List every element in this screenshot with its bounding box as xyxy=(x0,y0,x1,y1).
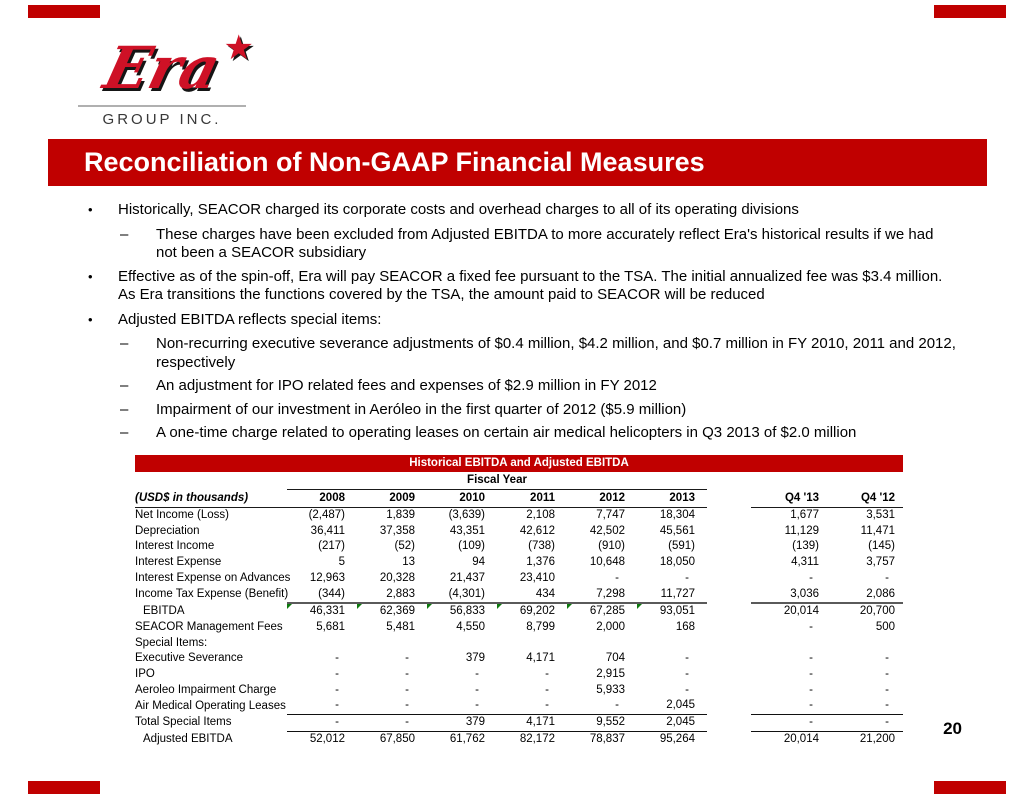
corner-mark-bottom-right xyxy=(934,781,1006,794)
column-gap xyxy=(707,667,751,683)
value-cell: 704 xyxy=(605,652,625,665)
slide-title-banner xyxy=(48,139,987,186)
value-cell: 42,502 xyxy=(589,524,625,537)
value-cell: 13 xyxy=(402,556,415,569)
table-row xyxy=(135,620,903,636)
table-row xyxy=(135,698,903,714)
value-cell: 379 xyxy=(427,715,497,732)
logo-divider xyxy=(78,105,246,107)
value-cell: 500 xyxy=(875,620,895,633)
financial-table-section xyxy=(135,455,903,748)
value-cell: 4,550 xyxy=(456,620,485,633)
value-cell: - xyxy=(545,683,549,696)
value-cell: - xyxy=(287,715,357,732)
value-cell: 93,051 xyxy=(637,603,707,620)
value-cell xyxy=(287,636,357,652)
value-cell: 18,304 xyxy=(659,509,695,521)
value-cell: 82,172 xyxy=(519,732,555,745)
value-cell: 23,410 xyxy=(519,571,555,584)
value-cell: 168 xyxy=(675,620,695,633)
table-row xyxy=(135,715,903,732)
bullet-item xyxy=(88,268,968,305)
col-header-2010: 2010 xyxy=(427,490,497,508)
value-cell: 37,358 xyxy=(379,524,415,537)
row-label: Net Income (Loss) xyxy=(135,509,229,521)
bullet-marker: • xyxy=(88,202,93,217)
value-cell: 10,648 xyxy=(589,556,625,569)
value-cell: 5,481 xyxy=(386,620,415,633)
value-cell: (217) xyxy=(318,540,345,553)
column-gap xyxy=(707,587,751,604)
column-gap xyxy=(707,555,751,571)
value-cell: 1,376 xyxy=(526,556,555,569)
row-label: Air Medical Operating Leases xyxy=(135,699,286,712)
value-cell: - xyxy=(357,698,427,714)
value-cell: 2,045 xyxy=(637,715,707,732)
column-gap xyxy=(707,636,751,652)
value-cell: 2,045 xyxy=(637,698,707,714)
value-cell: 3,531 xyxy=(866,509,895,521)
spacer-cell xyxy=(751,472,903,490)
value-cell: (3,639) xyxy=(448,509,485,521)
value-cell: 9,552 xyxy=(567,715,637,732)
unit-label: (USD$ in thousands) xyxy=(135,490,287,508)
bullet-item xyxy=(88,311,968,330)
value-cell: 43,351 xyxy=(449,524,485,537)
value-cell: 45,561 xyxy=(659,524,695,537)
value-cell: - xyxy=(885,683,889,696)
value-cell: 69,202 xyxy=(497,603,567,620)
value-cell: 8,799 xyxy=(526,620,555,633)
corner-mark-top-left xyxy=(28,5,100,18)
value-cell: 11,129 xyxy=(784,524,819,537)
value-cell: 5,681 xyxy=(316,620,345,633)
value-cell: 5 xyxy=(338,556,345,569)
value-cell: - xyxy=(475,683,479,696)
bullet-text: A one-time charge related to operating leases on certain air medical helicopters in Q3 2013 of $2.0 million xyxy=(156,424,857,441)
fiscal-year-row xyxy=(135,472,903,490)
value-cell: (2,487) xyxy=(308,509,345,521)
value-cell: - xyxy=(751,698,827,714)
value-cell: 61,762 xyxy=(449,732,485,745)
row-label: SEACOR Management Fees xyxy=(135,620,283,633)
value-cell xyxy=(497,636,567,652)
row-label: Special Items: xyxy=(135,636,208,649)
value-cell: - xyxy=(885,652,889,665)
table-row xyxy=(135,587,903,604)
column-gap xyxy=(707,651,751,667)
bullet-text: Non-recurring executive severance adjustments of $0.4 million, $4.2 million, and $0.7 million in FY 2010, 2011 and 2012, respectively xyxy=(156,335,956,371)
value-cell: 56,833 xyxy=(427,603,497,620)
bullet-marker: – xyxy=(120,400,129,418)
value-cell: 20,328 xyxy=(379,571,415,584)
value-cell: - xyxy=(567,698,637,714)
row-label: Depreciation xyxy=(135,524,200,537)
value-cell: 1,839 xyxy=(386,509,415,521)
value-cell xyxy=(567,636,637,652)
value-cell: 21,200 xyxy=(859,732,895,745)
value-cell: (344) xyxy=(287,587,357,604)
bullet-item xyxy=(88,201,968,220)
row-label: Interest Expense xyxy=(135,556,222,569)
value-cell: 67,285 xyxy=(567,603,637,620)
value-cell: 2,915 xyxy=(596,668,625,681)
value-cell: 2,000 xyxy=(596,620,625,633)
value-cell: - xyxy=(685,571,689,584)
value-cell: (145) xyxy=(868,540,895,553)
ebitda-table xyxy=(135,472,903,748)
table-row xyxy=(135,508,903,524)
value-cell: 2,108 xyxy=(526,509,555,521)
bullet-text: Effective as of the spin-off, Era will pay SEACOR a fixed fee pursuant to the TSA. The initial annualized fee was $3.4 million. As Era transitions the functions covered by the TSA, the amount paid to SEACOR will be reduced xyxy=(118,267,943,303)
row-label: Interest Income xyxy=(135,540,215,553)
column-gap xyxy=(707,731,751,747)
sub-bullet-item xyxy=(120,226,968,263)
column-gap xyxy=(707,715,751,732)
column-gap xyxy=(707,524,751,540)
table-row xyxy=(135,651,903,667)
row-label: Executive Severance xyxy=(135,652,244,665)
value-cell: - xyxy=(335,652,339,665)
row-label: IPO xyxy=(135,668,155,681)
value-cell: - xyxy=(335,683,339,696)
col-header-2008: 2008 xyxy=(287,490,357,508)
value-cell: 3,036 xyxy=(751,587,827,604)
value-cell: (910) xyxy=(598,540,625,553)
slide-title: Reconciliation of Non-GAAP Financial Measures xyxy=(84,147,705,177)
table-row xyxy=(135,683,903,699)
fiscal-year-header: Fiscal Year xyxy=(287,472,707,490)
value-cell: 2,883 xyxy=(357,587,427,604)
row-label: EBITDA xyxy=(143,604,185,617)
value-cell: 67,850 xyxy=(379,732,415,745)
value-cell: - xyxy=(809,668,813,681)
value-cell: 4,171 xyxy=(497,715,567,732)
value-cell: (139) xyxy=(792,540,819,553)
value-cell: 78,837 xyxy=(589,732,625,745)
bullet-list xyxy=(88,196,968,448)
bullet-text: An adjustment for IPO related fees and expenses of $2.9 million in FY 2012 xyxy=(156,377,657,394)
value-cell: 20,700 xyxy=(859,605,895,618)
value-cell: 11,471 xyxy=(860,524,895,537)
corner-mark-bottom-left xyxy=(28,781,100,794)
era-wordmark: Era xyxy=(97,34,227,102)
col-header-2012: 2012 xyxy=(567,490,637,508)
logo-subtitle: GROUP INC. xyxy=(102,111,222,128)
col-header-2013: 2013 xyxy=(637,490,707,508)
value-cell: (52) xyxy=(394,540,415,553)
value-cell: 4,311 xyxy=(791,556,819,569)
value-cell: - xyxy=(545,668,549,681)
value-cell: - xyxy=(405,683,409,696)
value-cell: - xyxy=(685,683,689,696)
star-icon: ★ xyxy=(223,29,254,67)
value-cell: 3,757 xyxy=(866,556,895,569)
value-cell: - xyxy=(809,683,813,696)
bullet-text: Historically, SEACOR charged its corporate costs and overhead charges to all of its operating divisions xyxy=(118,201,799,218)
value-cell: - xyxy=(685,652,689,665)
value-cell xyxy=(751,636,827,652)
row-label: Aeroleo Impairment Charge xyxy=(135,683,277,696)
bullet-marker: – xyxy=(120,424,129,441)
value-cell: 21,437 xyxy=(449,571,485,584)
value-cell: 5,933 xyxy=(596,683,625,696)
value-cell: 20,014 xyxy=(783,732,819,745)
sub-bullet-item xyxy=(120,335,968,372)
value-cell: 7,298 xyxy=(567,587,637,604)
table-row xyxy=(135,731,903,747)
table-row xyxy=(135,667,903,683)
column-gap xyxy=(707,539,751,555)
col-header-q4-12: Q4 '12 xyxy=(827,490,903,508)
value-cell: - xyxy=(809,652,813,665)
bullet-marker: • xyxy=(88,268,93,284)
value-cell: (738) xyxy=(528,540,555,553)
table-row xyxy=(135,636,903,652)
col-header-2009: 2009 xyxy=(357,490,427,508)
column-gap xyxy=(707,620,751,636)
value-cell: 7,747 xyxy=(596,509,625,521)
column-gap xyxy=(707,508,751,524)
value-cell: - xyxy=(615,571,619,584)
era-wordmark-wrap xyxy=(78,29,254,104)
value-cell: - xyxy=(751,715,827,732)
value-cell: - xyxy=(405,652,409,665)
value-cell: (4,301) xyxy=(427,587,497,604)
table-row xyxy=(135,539,903,555)
value-cell: 42,612 xyxy=(519,524,555,537)
table-row xyxy=(135,603,903,620)
row-label: Adjusted EBITDA xyxy=(143,732,233,745)
sub-bullet-item xyxy=(120,377,968,396)
value-cell xyxy=(427,636,497,652)
value-cell: - xyxy=(885,571,889,584)
column-gap xyxy=(707,571,751,587)
value-cell: - xyxy=(497,698,567,714)
bullet-text: These charges have been excluded from Adjusted EBITDA to more accurately reflect Era's historical results if we had not been a SEACOR subsidiary xyxy=(156,225,934,261)
value-cell: 95,264 xyxy=(659,732,695,745)
value-cell: 46,331 xyxy=(287,603,357,620)
value-cell: 1,677 xyxy=(790,509,819,521)
spacer-cell xyxy=(135,472,287,490)
table-row xyxy=(135,555,903,571)
value-cell: - xyxy=(809,571,813,584)
value-cell: (591) xyxy=(668,540,695,553)
table-body xyxy=(135,508,903,748)
bullet-text: Adjusted EBITDA reflects special items: xyxy=(118,310,382,328)
bullet-marker: – xyxy=(120,225,129,243)
value-cell xyxy=(827,636,903,652)
value-cell: 36,411 xyxy=(310,524,345,537)
bullet-marker: – xyxy=(120,377,129,394)
col-header-2011: 2011 xyxy=(497,490,567,508)
era-group-logo xyxy=(78,29,254,128)
page-number: 20 xyxy=(943,719,962,738)
value-cell: 20,014 xyxy=(783,605,819,618)
bullet-marker: • xyxy=(88,311,93,327)
spacer-cell xyxy=(707,472,751,490)
value-cell: - xyxy=(405,668,409,681)
sub-bullet-item xyxy=(120,401,968,420)
bullet-text: Impairment of our investment in Aeróleo in the first quarter of 2012 ($5.9 million) xyxy=(156,400,687,418)
value-cell: - xyxy=(335,668,339,681)
column-gap xyxy=(707,698,751,714)
column-gap xyxy=(707,683,751,699)
value-cell: - xyxy=(287,698,357,714)
bullet-marker: – xyxy=(120,335,129,352)
value-cell: 2,086 xyxy=(827,587,903,604)
value-cell: - xyxy=(885,668,889,681)
value-cell: 11,727 xyxy=(637,587,707,604)
column-gap xyxy=(707,603,751,620)
row-label: Interest Expense on Advances xyxy=(135,571,291,584)
value-cell: - xyxy=(809,620,813,633)
value-cell: (109) xyxy=(458,540,485,553)
value-cell: - xyxy=(357,715,427,732)
corner-mark-top-right xyxy=(934,5,1006,18)
value-cell xyxy=(357,636,427,652)
value-cell: - xyxy=(685,668,689,681)
value-cell: 52,012 xyxy=(309,732,345,745)
value-cell: - xyxy=(427,698,497,714)
value-cell: 62,369 xyxy=(357,603,427,620)
column-gap xyxy=(707,490,751,508)
row-label: Income Tax Expense (Benefit) xyxy=(135,588,289,601)
value-cell: - xyxy=(827,698,903,714)
column-header-row xyxy=(135,490,903,508)
col-header-q4-13: Q4 '13 xyxy=(751,490,827,508)
value-cell: 379 xyxy=(465,652,485,665)
value-cell: 12,963 xyxy=(309,571,345,584)
value-cell: - xyxy=(475,668,479,681)
value-cell: - xyxy=(827,715,903,732)
value-cell: 4,171 xyxy=(526,652,555,665)
table-row xyxy=(135,571,903,587)
value-cell xyxy=(637,636,707,652)
table-row xyxy=(135,524,903,540)
value-cell: 94 xyxy=(472,556,485,569)
table-title: Historical EBITDA and Adjusted EBITDA xyxy=(135,455,903,472)
value-cell: 18,050 xyxy=(659,556,695,569)
row-label: Total Special Items xyxy=(135,716,232,729)
value-cell: 434 xyxy=(497,587,567,604)
sub-bullet-item xyxy=(120,424,968,443)
